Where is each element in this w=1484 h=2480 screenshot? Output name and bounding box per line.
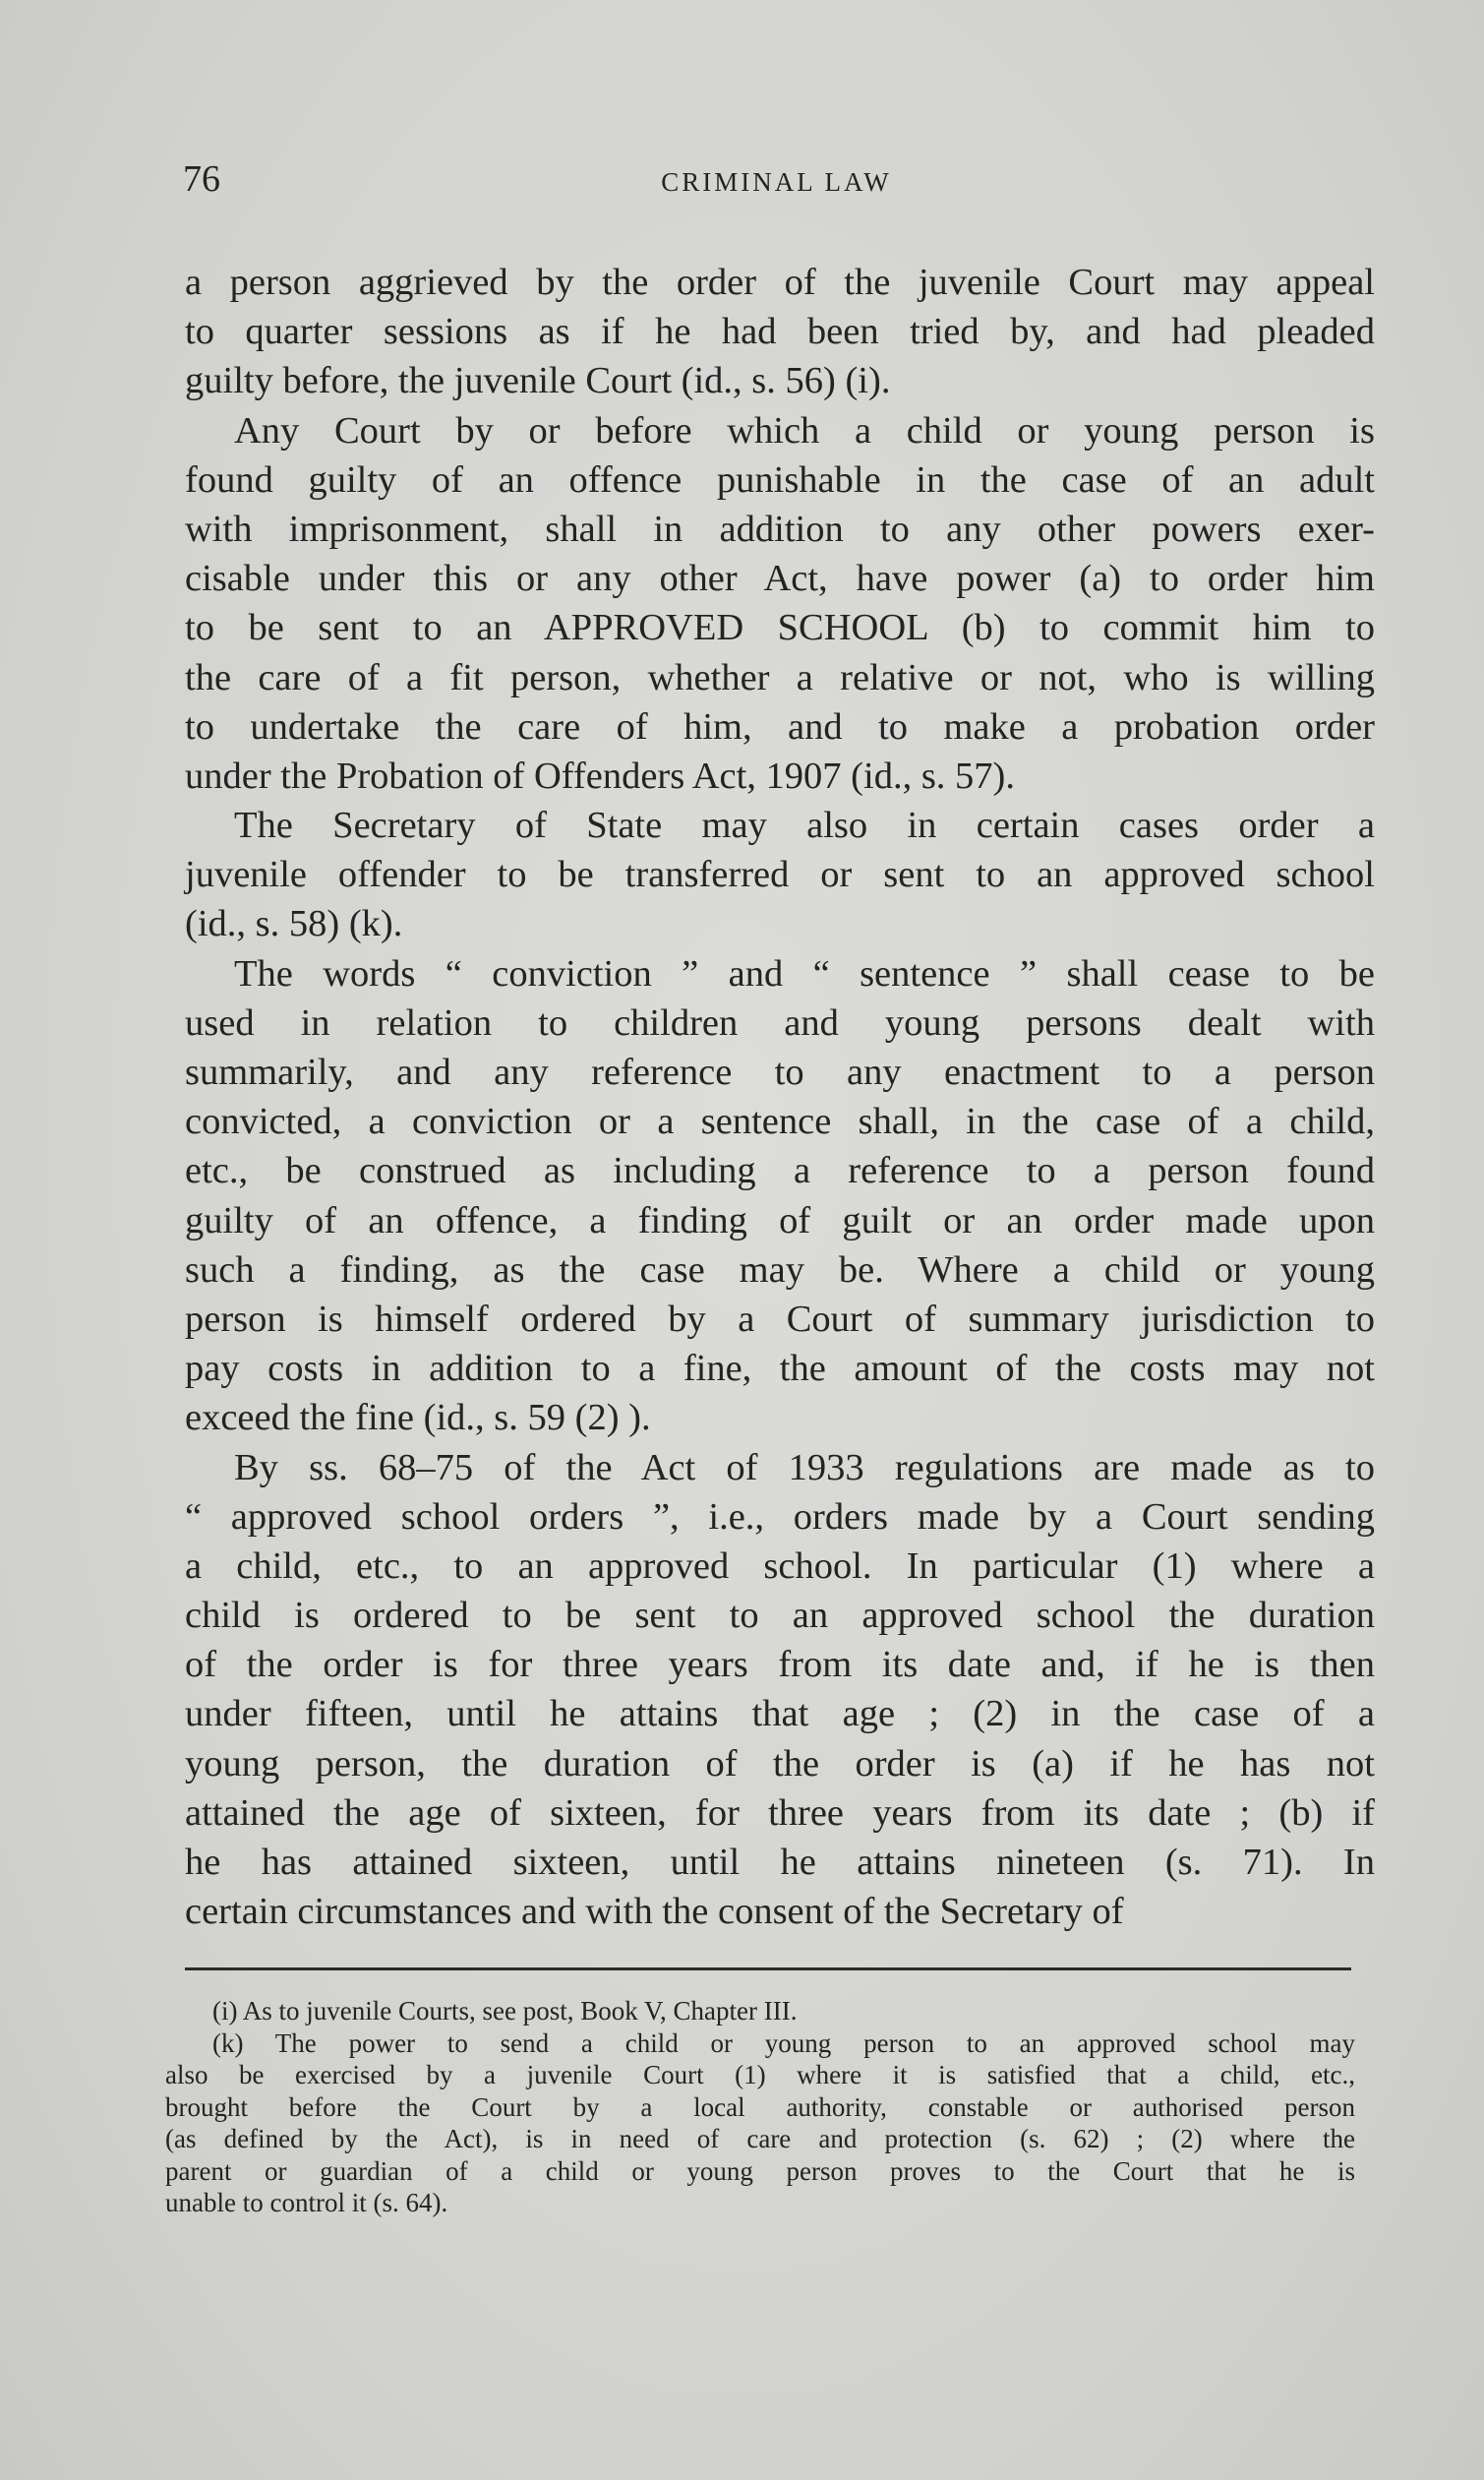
body-text (185, 258, 1375, 1936)
footnote-line: (as defined by the Act), is in need of care and protection (s. 62) ; (2) where the (165, 2124, 1355, 2153)
body-line: etc., be construed as including a reference to a person found (185, 1150, 1375, 1192)
body-line: person is himself ordered by a Court of summary jurisdiction to (185, 1298, 1375, 1340)
body-line: The Secretary of State may also in certain cases order a (234, 805, 1375, 847)
footnote-line: (k) The power to send a child or young person to an approved school may (212, 2027, 1355, 2058)
body-line: such a finding, as the case may be. Where a child or young (185, 1248, 1375, 1291)
body-line: under fifteen, until he attains that age ; (2) in the case of a (185, 1693, 1375, 1735)
body-line: found guilty of an offence punishable in the case of an adult (185, 458, 1375, 501)
body-line: to undertake the care of him, and to make a probation order (185, 705, 1375, 748)
footnote-line: brought before the Court by a local authority, constable or authorised person (165, 2091, 1355, 2122)
footnote-line: unable to control it (s. 64). (165, 2188, 448, 2217)
body-line: of the order is for three years from its date and, if he is then (185, 1644, 1375, 1686)
body-line: Any Court by or before which a child or young person is (234, 409, 1375, 452)
body-line: to quarter sessions as if he had been tried by, and had pleaded (185, 311, 1375, 353)
body-line: summarily, and any reference to any enactment to a person (185, 1052, 1375, 1093)
body-line: a person aggrieved by the order of the juvenile Court may appeal (185, 262, 1375, 303)
running-head: CRIMINAL LAW (661, 167, 892, 197)
body-line: to be sent to an APPROVED SCHOOL (b) to commit him to (185, 607, 1375, 649)
body-line: (id., s. 58) (k). (185, 903, 403, 945)
body-line: with imprisonment, shall in addition to any other powers exer- (185, 508, 1375, 550)
body-line: exceed the fine (id., s. 59 (2) ). (185, 1397, 651, 1439)
body-line: guilty before, the juvenile Court (id., s. 56) (i). (185, 360, 891, 402)
body-line: juvenile offender to be transferred or sent to an approved school (185, 854, 1375, 896)
body-line: convicted, a conviction or a sentence shall, in the case of a child, (185, 1101, 1375, 1143)
body-line: certain circumstances and with the consent of the Secretary of (185, 1891, 1124, 1933)
body-line: young person, the duration of the order is (a) if he has not (185, 1742, 1375, 1784)
body-line: guilty of an offence, a finding of guilt or an order made upon (185, 1199, 1375, 1241)
body-line: under the Probation of Offenders Act, 1907 (id., s. 57). (185, 755, 1015, 797)
body-line: a child, etc., to an approved school. In particular (1) where a (185, 1544, 1375, 1587)
footnote-line: parent or guardian of a child or young person proves to the Court that he is (165, 2155, 1355, 2186)
body-line: The words “ conviction ” and “ sentence ” shall cease to be (234, 952, 1375, 995)
footnote-rule (185, 1967, 1351, 1970)
body-line: “ approved school orders ”, i.e., orders made by a Court sending (185, 1495, 1375, 1538)
body-line: attained the age of sixteen, for three years from its date ; (b) if (185, 1791, 1375, 1834)
body-line: child is ordered to be sent to an approved school the duration (185, 1595, 1375, 1637)
page-number: 76 (183, 158, 220, 200)
footnote-line: also be exercised by a juvenile Court (1) where it is satisfied that a child, etc., (165, 2060, 1355, 2089)
body-line: used in relation to children and young persons dealt with (185, 1001, 1375, 1044)
body-line: By ss. 68–75 of the Act of 1933 regulations are made as to (234, 1446, 1375, 1488)
body-line: he has attained sixteen, until he attains nineteen (s. 71). In (185, 1842, 1375, 1883)
footnote-line: (i) As to juvenile Courts, see post, Book V, Chapter III. (212, 1996, 798, 2026)
body-line: pay costs in addition to a fine, the amount of the costs may not (185, 1348, 1375, 1390)
body-line: the care of a fit person, whether a relative or not, who is willing (185, 656, 1375, 698)
body-line: cisable under this or any other Act, have power (a) to order him (185, 558, 1375, 600)
footnotes (165, 1995, 1355, 2219)
